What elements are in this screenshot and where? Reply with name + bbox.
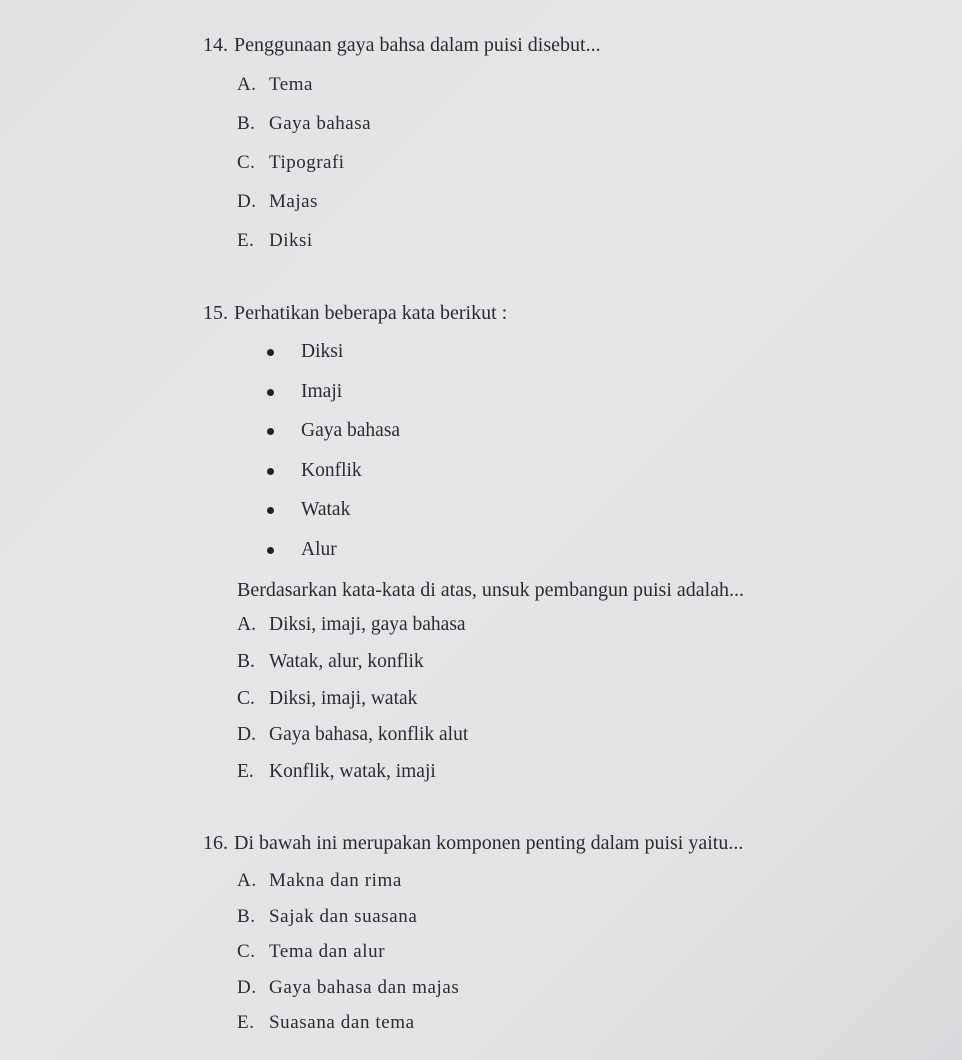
- option-letter: B.: [237, 113, 256, 134]
- option-e: [237, 1011, 459, 1047]
- option-letter: E.: [237, 1012, 255, 1033]
- option-text: Gaya bahasa, konflik alut: [269, 724, 469, 746]
- option-text: Watak, alur, konflik: [269, 650, 424, 672]
- option-letter: A.: [237, 614, 256, 635]
- bullet-item: [263, 538, 400, 578]
- option-text: Suasana dan tema: [269, 1012, 415, 1033]
- option-c: [237, 687, 468, 724]
- option-text: Diksi, imaji, watak: [269, 687, 418, 709]
- option-b: [237, 905, 459, 941]
- option-letter: E.: [237, 761, 254, 783]
- question-text: [203, 33, 601, 57]
- question-number: 15.: [203, 302, 228, 324]
- option-c: [237, 940, 459, 976]
- bullet-text: Watak: [301, 499, 351, 521]
- question-text: [203, 831, 743, 855]
- option-text: Makna dan rima: [269, 870, 402, 891]
- option-text: Diksi, imaji, gaya bahasa: [269, 614, 466, 635]
- option-text: Sajak dan suasana: [269, 905, 418, 927]
- question-text: [203, 301, 507, 325]
- bullet-item: [263, 498, 400, 538]
- bullet-text: Konflik: [301, 459, 362, 481]
- option-text: Konflik, watak, imaji: [269, 761, 436, 783]
- bullet-icon: [267, 428, 274, 435]
- option-a: [237, 869, 459, 905]
- bullet-item: [263, 419, 400, 459]
- option-e: [237, 760, 468, 797]
- bullet-icon: [267, 389, 274, 396]
- bullet-text: Gaya bahasa: [301, 420, 401, 442]
- bullet-icon: [267, 468, 274, 475]
- question-number: 16.: [203, 832, 228, 854]
- bullet-text: Imaji: [301, 380, 343, 402]
- option-letter: E.: [237, 230, 255, 251]
- question-stem: Perhatikan beberapa kata berikut :: [234, 302, 508, 324]
- option-d: [237, 190, 371, 229]
- bullet-icon: [267, 349, 274, 356]
- bullet-text: Diksi: [301, 341, 344, 362]
- option-a: [237, 613, 468, 650]
- question-prompt: Berdasarkan kata-kata di atas, unsuk pembangun puisi adalah...: [237, 579, 745, 601]
- options-list: [237, 869, 459, 1047]
- option-letter: C.: [237, 941, 256, 962]
- option-text: Tema dan alur: [269, 941, 386, 962]
- option-letter: B.: [237, 905, 256, 927]
- option-letter: D.: [237, 724, 256, 746]
- option-letter: D.: [237, 976, 257, 998]
- option-letter: A.: [237, 870, 257, 891]
- option-d: [237, 976, 459, 1012]
- option-text: Tipografi: [269, 152, 345, 173]
- option-letter: C.: [237, 687, 255, 709]
- option-letter: D.: [237, 191, 257, 212]
- option-b: [237, 112, 371, 151]
- option-e: [237, 229, 371, 268]
- bullet-icon: [267, 547, 274, 554]
- options-list: [237, 73, 371, 268]
- option-letter: C.: [237, 152, 256, 173]
- bullet-item: [263, 380, 400, 420]
- option-letter: A.: [237, 74, 257, 95]
- option-a: [237, 73, 371, 112]
- bullet-icon: [267, 507, 274, 514]
- question-number: 14.: [203, 34, 228, 56]
- bullet-item: [263, 340, 400, 380]
- option-text: Majas: [269, 191, 318, 212]
- options-list: [237, 613, 468, 797]
- bullet-list: [263, 340, 400, 578]
- option-b: [237, 650, 468, 687]
- option-text: Tema: [269, 74, 313, 95]
- bullet-text: Alur: [301, 538, 337, 560]
- option-text: Gaya bahasa: [269, 113, 372, 134]
- question-stem: Penggunaan gaya bahsa dalam puisi disebut...: [234, 34, 601, 56]
- option-d: [237, 723, 468, 760]
- option-c: [237, 151, 371, 190]
- question-stem: Di bawah ini merupakan komponen penting dalam puisi yaitu...: [234, 832, 744, 854]
- option-letter: B.: [237, 650, 255, 672]
- option-text: Gaya bahasa dan majas: [269, 976, 460, 998]
- bullet-item: [263, 459, 400, 499]
- option-text: Diksi: [269, 230, 313, 251]
